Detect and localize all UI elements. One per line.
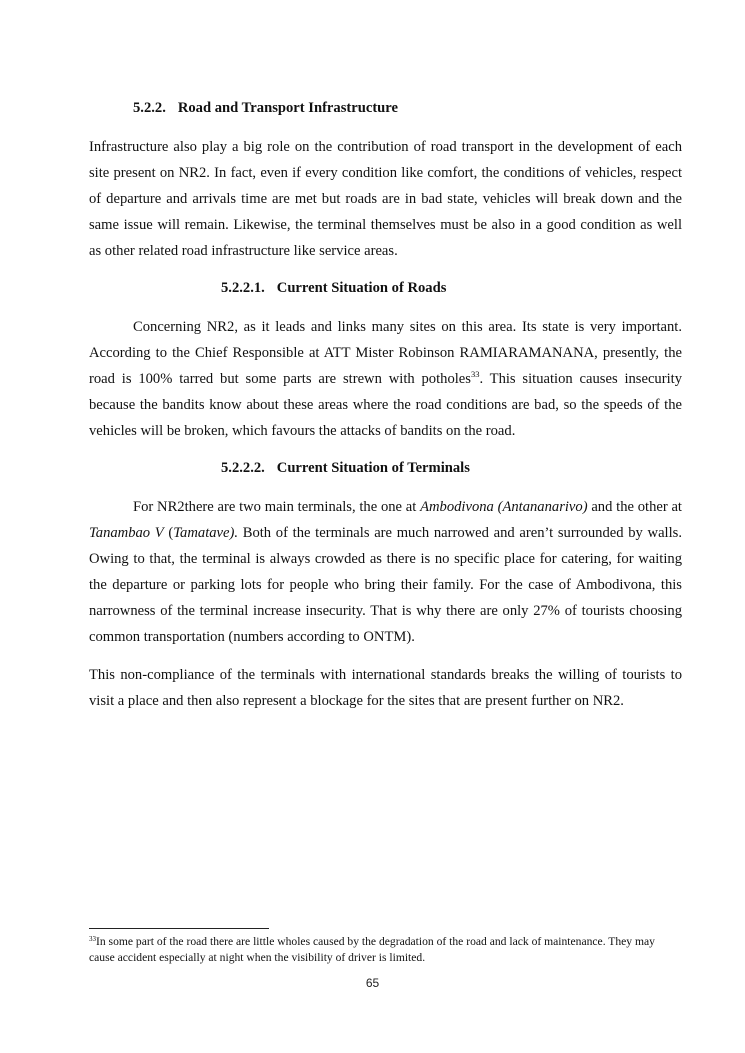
place-ambodivona: Ambodivona (Antananarivo)	[420, 499, 588, 515]
subsection-number-terminals: 5.2.2.2.	[221, 460, 265, 476]
footnote-number: 33	[89, 935, 96, 943]
subsection-heading-terminals	[221, 458, 470, 478]
section-heading	[133, 98, 398, 118]
terminals-text-b: and the other at	[587, 499, 682, 515]
place-tamatave: Tamatave).	[173, 525, 239, 541]
terminals-text-c: (	[163, 525, 174, 541]
section-title: Road and Transport Infrastructure	[177, 100, 398, 116]
roads-text-part2: . This situation causes insecurity because the bandits know about these areas where the road conditions are bad, so the speeds of the vehicles will be broken, which favours the attacks of bandits on the road.	[89, 371, 682, 439]
subsection-number-roads: 5.2.2.1.	[221, 280, 265, 296]
roads-paragraph	[89, 314, 682, 444]
subsection-heading-roads	[221, 278, 446, 298]
footnote-reference[interactable]: 33	[470, 369, 480, 379]
terminals-text-a: For NR2there are two main terminals, the one at	[133, 499, 421, 515]
footnote-text: In some part of the road there are little wholes caused by the degradation of the road and lack of maintenance. They may cause accident especially at night when the visibility of driver is limited.	[89, 935, 655, 964]
footnote-separator	[89, 928, 269, 929]
subsection-title-roads: Current Situation of Roads	[276, 280, 447, 296]
subsection-title-terminals: Current Situation of Terminals	[276, 460, 470, 476]
terminals-paragraph-2: This non-compliance of the terminals with international standards breaks the willing of tourists to visit a place and then also represent a blockage for the sites that are present further on NR2.	[89, 667, 682, 709]
terminals-text-d: Both of the terminals are much narrowed and aren’t surrounded by walls. Owing to that, the terminal is always crowded as there is no specific place for catering, for waiting the departure or parking lots for people who bring their family. For the case of Ambodivona, this narrowness of the terminal increase insecurity. That is why there are only 27% of tourists choosing common transportation (numbers according to ONTM).	[89, 525, 682, 645]
page-number: 65	[365, 976, 380, 990]
roads-text-part1: Concerning NR2, as it leads and links many sites on this area. Its state is very important. According to the Chief Responsible at ATT Mister Robinson RAMIARAMANANA, presently, the road is 100% tarred but some parts are strewn with potholes	[89, 319, 682, 387]
terminals-paragraph	[89, 494, 682, 650]
place-tanambao: Tanambao V	[89, 525, 164, 541]
section-number: 5.2.2.	[133, 100, 166, 116]
footnote	[89, 934, 682, 966]
section-paragraph: Infrastructure also play a big role on the contribution of road transport in the development of each site present on NR2. In fact, even if every condition like comfort, the conditions of vehicles, respect of departure and arrivals time are met but roads are in bad state, vehicles will break down and the same issue will remain. Likewise, the terminal themselves must be also in a good condition as well as other related road infrastructure like service areas.	[89, 139, 682, 259]
